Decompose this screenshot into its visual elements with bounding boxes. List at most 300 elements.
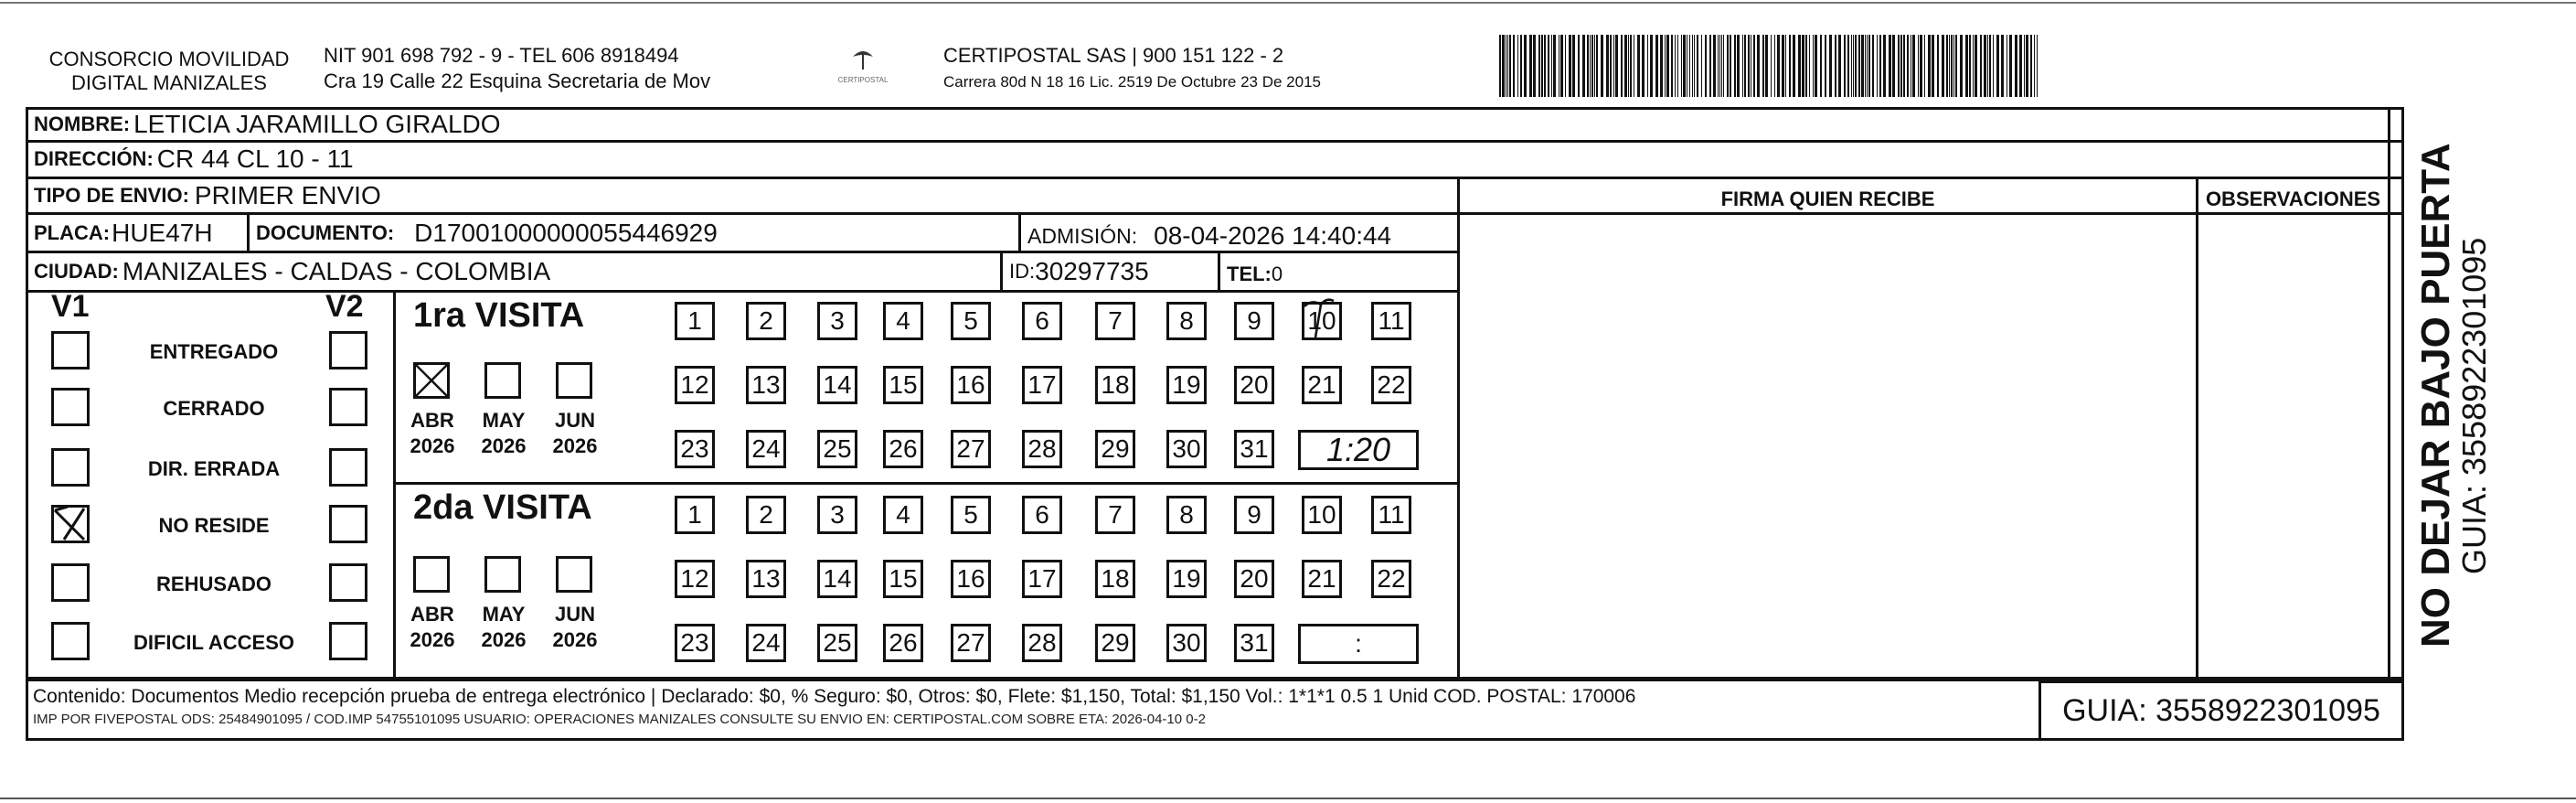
tel-cell	[1221, 256, 1283, 293]
nombre-value: LETICIA JARAMILLO GIRALDO	[133, 110, 501, 138]
barcode-bar	[2009, 35, 2012, 97]
barcode-bar	[1785, 35, 1786, 97]
day-box[interactable]: 7	[1095, 496, 1135, 534]
nombre-label: NOMBRE:	[34, 112, 131, 135]
barcode-bar	[1835, 35, 1836, 97]
barcode-bar	[1987, 35, 1988, 97]
barcode-bar	[2037, 35, 2038, 97]
day-box[interactable]: 4	[883, 496, 923, 534]
day-box[interactable]: 6	[1022, 302, 1062, 340]
barcode-bar	[1771, 35, 1772, 97]
day-box[interactable]: 29	[1095, 430, 1135, 468]
barcode-bar	[1892, 35, 1895, 97]
v1-checkbox[interactable]	[51, 563, 90, 602]
barcode-bar	[1718, 35, 1719, 97]
barcode-bar	[1903, 35, 1905, 97]
day-box[interactable]: 31	[1234, 624, 1274, 662]
day-box[interactable]: 26	[883, 624, 923, 662]
barcode-bar	[1734, 35, 1736, 97]
ciudad-cell	[28, 253, 550, 290]
barcode-bar	[1949, 35, 1950, 97]
barcode-bar	[1912, 35, 1915, 97]
barcode-bar	[1727, 35, 1729, 97]
month-caption	[400, 408, 464, 459]
barcode-bar	[1744, 35, 1746, 97]
barcode-bar	[1660, 35, 1663, 97]
barcode-bar	[1655, 35, 1658, 97]
barcode-bar	[1946, 35, 1948, 97]
barcode-bar	[1748, 35, 1750, 97]
col-line-tel	[1218, 251, 1220, 290]
barcode-bar	[1677, 35, 1678, 97]
barcode-bar	[1955, 35, 1957, 97]
barcode-bar	[1907, 35, 1909, 97]
v1-checkbox[interactable]	[51, 388, 90, 426]
barcode-bar	[1809, 35, 1810, 97]
barcode-bar	[1615, 35, 1618, 97]
month-checkbox-may[interactable]	[484, 556, 521, 593]
carrier-logo-icon	[849, 46, 877, 71]
month-label: MAY	[482, 409, 526, 432]
sender-nit: NIT 901 698 792 - 9 - TEL 606 8918494	[324, 44, 679, 67]
month-caption	[400, 602, 464, 653]
barcode-bar	[1980, 35, 1982, 97]
day-box[interactable]: 7	[1095, 302, 1135, 340]
day-box[interactable]: 18	[1095, 560, 1135, 598]
day-box[interactable]: 5	[951, 496, 991, 534]
barcode-bar	[1730, 35, 1731, 97]
barcode-bar	[1650, 35, 1653, 97]
barcode-bar	[1793, 35, 1795, 97]
barcode-bar	[1765, 35, 1768, 97]
barcode-bar	[1847, 35, 1849, 97]
barcode-bar	[2015, 35, 2017, 97]
day-box[interactable]: 10	[1302, 496, 1342, 534]
second-visit-time[interactable]: :	[1298, 624, 1419, 664]
barcode-bar	[1502, 35, 1505, 97]
barcode-bar	[1898, 35, 1900, 97]
day-box[interactable]: 21	[1302, 560, 1342, 598]
sender-name-line1: CONSORCIO MOVILIDAD	[48, 48, 290, 70]
barcode-bar	[1624, 35, 1627, 97]
barcode-bar	[1499, 35, 1501, 97]
barcode-bar	[1701, 35, 1702, 97]
col-line-obs	[2196, 177, 2198, 680]
day-box[interactable]: 14	[817, 560, 857, 598]
v2-header: V2	[325, 289, 364, 324]
day-box[interactable]: 31	[1234, 430, 1274, 468]
barcode-bar	[1753, 35, 1755, 97]
barcode-bar	[1932, 35, 1934, 97]
barcode-bar	[1681, 35, 1682, 97]
barcode-bar	[1689, 35, 1690, 97]
day-box[interactable]: 12	[675, 560, 715, 598]
status-label: REHUSADO	[156, 573, 271, 595]
v1-checkbox[interactable]	[51, 331, 90, 369]
barcode-bar	[1683, 35, 1686, 97]
status-label: DIR. ERRADA	[147, 457, 281, 480]
day-box[interactable]: 12	[675, 366, 715, 404]
nombre-row	[28, 108, 501, 141]
barcode-bar	[1951, 35, 1953, 97]
barcode-bar	[1533, 35, 1536, 97]
day-box[interactable]: 19	[1166, 560, 1207, 598]
barcode-bar	[1538, 35, 1540, 97]
col-line-admision	[1018, 212, 1021, 251]
barcode-bar	[1928, 35, 1931, 97]
barcode-bar	[1825, 35, 1826, 97]
day-box[interactable]: 16	[951, 560, 991, 598]
day-box[interactable]: 14	[817, 366, 857, 404]
barcode-bar	[1548, 35, 1549, 97]
v2-checkbox[interactable]	[329, 563, 367, 602]
day-box[interactable]: 28	[1022, 624, 1062, 662]
documento-label: DOCUMENTO:	[256, 221, 395, 244]
barcode-bar	[2019, 35, 2022, 97]
col-line-placa	[247, 212, 250, 251]
first-visit-time[interactable]: 1:20	[1298, 430, 1419, 470]
barcode-bar	[1802, 35, 1804, 97]
day-box[interactable]: 17	[1022, 366, 1062, 404]
barcode-bar	[1872, 35, 1874, 97]
tipo-label: TIPO DE ENVIO:	[34, 184, 189, 207]
day-box[interactable]: 19	[1166, 366, 1207, 404]
admision-label: ADMISIÓN:	[1027, 223, 1138, 248]
id-cell	[1004, 253, 1149, 290]
barcode-bar	[1851, 35, 1852, 97]
barcode-bar	[1805, 35, 1807, 97]
footer-guia: GUIA: 3558922301095	[2038, 680, 2404, 741]
barcode-bar	[1984, 35, 1986, 97]
ciudad-value: MANIZALES - CALDAS - COLOMBIA	[122, 257, 551, 285]
placa-value: HUE47H	[112, 219, 213, 247]
carrier-logo-text: CERTIPOSTAL	[837, 76, 889, 84]
year-label: 2026	[552, 628, 598, 651]
barcode-bar	[1861, 35, 1864, 97]
day-box[interactable]: 3	[817, 302, 857, 340]
day-box[interactable]: 1	[675, 302, 715, 340]
observaciones-header: OBSERVACIONES	[2205, 187, 2381, 210]
day-box[interactable]: 28	[1022, 430, 1062, 468]
carrier-logo	[828, 46, 898, 84]
barcode-bar	[1544, 35, 1546, 97]
barcode-bar	[1965, 35, 1968, 97]
barcode-bar	[2001, 35, 2004, 97]
barcode-bar	[1868, 35, 1870, 97]
day-box[interactable]: 18	[1095, 366, 1135, 404]
month-label: JUN	[554, 603, 595, 626]
scan-top-line	[0, 2, 2576, 4]
sender-info	[324, 44, 710, 93]
barcode-bar	[1513, 35, 1515, 97]
barcode-bar	[1560, 35, 1563, 97]
tel-value: 0	[1271, 262, 1283, 285]
v1-checkbox[interactable]	[51, 622, 90, 660]
month-caption	[472, 408, 536, 459]
barcode-bar	[1723, 35, 1724, 97]
day-box[interactable]: 11	[1371, 302, 1411, 340]
col-line-right	[2388, 107, 2390, 681]
barcode-bar	[1973, 35, 1974, 97]
month-caption	[543, 408, 607, 459]
month-label: JUN	[554, 409, 595, 432]
barcode-bar	[1671, 35, 1673, 97]
v1-checkbox[interactable]	[51, 448, 90, 487]
barcode-bar	[1777, 35, 1780, 97]
barcode-bar	[1666, 35, 1669, 97]
barcode-bar	[1757, 35, 1760, 97]
barcode-bar	[1960, 35, 1963, 97]
day-box[interactable]: 27	[951, 430, 991, 468]
day-box[interactable]: 29	[1095, 624, 1135, 662]
direccion-value: CR 44 CL 10 - 11	[156, 145, 354, 173]
barcode-bar	[1675, 35, 1676, 97]
barcode-bar	[1621, 35, 1623, 97]
footer-imp: IMP POR FIVEPOSTAL ODS: 25484901095 / COD.IMP 54755101095 USUARIO: OPERACIONES MANIZALES CONSULTE SU ENVIO EN: CERTIPOSTAL.COM SOBRE ETA: 2026-04-10 0-2	[33, 712, 1206, 727]
barcode-bar	[1705, 35, 1707, 97]
scan-bottom-line	[0, 798, 2576, 799]
barcode-bar	[1529, 35, 1532, 97]
barcode-bar	[1782, 35, 1784, 97]
id-value: 30297735	[1035, 257, 1149, 285]
v1-header: V1	[51, 289, 90, 324]
tel-label: TEL:	[1227, 262, 1272, 285]
barcode-bar	[1630, 35, 1632, 97]
barcode-bar	[1692, 35, 1693, 97]
barcode-bar	[1855, 35, 1857, 97]
barcode-bar	[1789, 35, 1791, 97]
ciudad-label: CIUDAD:	[34, 260, 119, 283]
carrier-info	[943, 44, 1321, 91]
day-box[interactable]: 9	[1234, 302, 1274, 340]
admision-cell	[1022, 218, 1391, 254]
barcode-bar	[1820, 35, 1822, 97]
barcode-bar	[1989, 35, 1991, 97]
month-checkbox-jun[interactable]	[556, 362, 592, 399]
barcode-bar	[2024, 35, 2025, 97]
v2-checkbox[interactable]	[329, 448, 367, 487]
day-box[interactable]: 10	[1302, 302, 1342, 340]
day-box[interactable]: 17	[1022, 560, 1062, 598]
id-label: ID:	[1009, 260, 1036, 283]
barcode-bar	[1551, 35, 1552, 97]
barcode-bar	[1591, 35, 1593, 97]
barcode-bar	[1889, 35, 1891, 97]
v2-checkbox[interactable]	[329, 331, 367, 369]
day-box[interactable]: 6	[1022, 496, 1062, 534]
barcode-bar	[1975, 35, 1977, 97]
year-label: 2026	[481, 628, 527, 651]
barcode-bar	[1937, 35, 1939, 97]
barcode-bar	[1969, 35, 1971, 97]
day-box[interactable]: 21	[1302, 366, 1342, 404]
day-box[interactable]: 2	[746, 302, 786, 340]
barcode-bar	[1942, 35, 1944, 97]
day-box[interactable]: 30	[1166, 430, 1207, 468]
barcode-bar	[1613, 35, 1614, 97]
barcode-bar	[1844, 35, 1846, 97]
day-box[interactable]: 15	[883, 366, 923, 404]
day-box[interactable]: 9	[1234, 496, 1274, 534]
barcode-bar	[1838, 35, 1841, 97]
v1-checkbox[interactable]	[51, 505, 90, 543]
day-box[interactable]: 27	[951, 624, 991, 662]
day-box[interactable]: 16	[951, 366, 991, 404]
v2-checkbox[interactable]	[329, 505, 367, 543]
status-label: CERRADO	[163, 397, 265, 420]
day-box[interactable]: 13	[746, 366, 786, 404]
month-label: ABR	[410, 409, 454, 432]
barcode-bar	[1610, 35, 1612, 97]
day-box[interactable]: 22	[1371, 366, 1411, 404]
barcode-bar	[1737, 35, 1740, 97]
month-checkbox-abr[interactable]	[413, 556, 450, 593]
status-label: ENTREGADO	[149, 340, 279, 363]
day-box[interactable]: 4	[883, 302, 923, 340]
day-box[interactable]: 1	[675, 496, 715, 534]
barcode-bar	[1541, 35, 1543, 97]
placa-label: PLACA:	[34, 221, 111, 244]
barcode-bar	[1953, 35, 1954, 97]
day-box[interactable]: 26	[883, 430, 923, 468]
month-label: ABR	[410, 603, 454, 626]
sender-name-line2: DIGITAL MANIZALES	[71, 71, 267, 94]
barcode-bar	[1879, 35, 1881, 97]
sender-block	[27, 48, 311, 95]
day-box[interactable]: 11	[1371, 496, 1411, 534]
col-line-id	[1000, 251, 1003, 290]
day-box[interactable]: 20	[1234, 366, 1274, 404]
barcode-bar	[2034, 35, 2035, 97]
year-label: 2026	[481, 434, 527, 457]
v2-checkbox[interactable]	[329, 622, 367, 660]
barcode	[1499, 35, 2230, 97]
v2-checkbox[interactable]	[329, 388, 367, 426]
firma-header: FIRMA QUIEN RECIBE	[1720, 187, 1935, 210]
month-checkbox-abr[interactable]	[413, 362, 450, 399]
direccion-label: DIRECCIÓN:	[34, 147, 154, 170]
barcode-bar	[1590, 35, 1591, 97]
row-line-visits	[393, 482, 1457, 485]
day-box[interactable]: 25	[817, 430, 857, 468]
barcode-bar	[1520, 35, 1522, 97]
barcode-bar	[1709, 35, 1711, 97]
barcode-bar	[1815, 35, 1817, 97]
barcode-bar	[1697, 35, 1698, 97]
tipo-value: PRIMER ENVIO	[194, 181, 381, 209]
barcode-bar	[1596, 35, 1598, 97]
documento-value: D17001000000055446929	[414, 219, 718, 247]
barcode-bar	[1582, 35, 1585, 97]
year-label: 2026	[552, 434, 598, 457]
barcode-bar	[2030, 35, 2032, 97]
barcode-bar	[1813, 35, 1814, 97]
month-label: MAY	[482, 603, 526, 626]
barcode-bar	[1665, 35, 1666, 97]
status-label: NO RESIDE	[158, 514, 270, 537]
day-box[interactable]: 30	[1166, 624, 1207, 662]
col-line-firma	[1457, 177, 1460, 680]
day-box[interactable]: 5	[951, 302, 991, 340]
barcode-bar	[1637, 35, 1640, 97]
barcode-bar	[1721, 35, 1722, 97]
barcode-bar	[1578, 35, 1580, 97]
barcode-bar	[1719, 35, 1720, 97]
day-box[interactable]: 15	[883, 560, 923, 598]
admision-value: 08-04-2026 14:40:44	[1154, 221, 1392, 250]
barcode-bar	[1601, 35, 1603, 97]
status-label: DIFICIL ACCESO	[133, 631, 294, 654]
barcode-bar	[1606, 35, 1609, 97]
barcode-bar	[1594, 35, 1595, 97]
day-box[interactable]: 23	[675, 430, 715, 468]
day-box[interactable]: 23	[675, 624, 715, 662]
day-box[interactable]: 2	[746, 496, 786, 534]
sender-address: Cra 19 Calle 22 Esquina Secretaria de Mov	[324, 70, 711, 92]
barcode-bar	[1647, 35, 1648, 97]
barcode-bar	[1762, 35, 1764, 97]
barcode-bar	[1742, 35, 1743, 97]
footer-content: Contenido: Documentos Medio recepción prueba de entrega electrónico | Declarado: $0, % Seguro: $0, Otros: $0, Flete: $1,150, Total: $1,150 Vol.: 1*1*1 0.5 1 Unid COD. POSTAL: 170006	[33, 686, 1636, 707]
barcode-bar	[1713, 35, 1716, 97]
barcode-bar	[1524, 35, 1527, 97]
barcode-bar	[1900, 35, 1902, 97]
side-no-dejar: NO DEJAR BAJO PUERTA	[2413, 143, 2458, 648]
x-mark-icon	[413, 362, 450, 399]
month-checkbox-jun[interactable]	[556, 556, 592, 593]
placa-cell	[28, 215, 213, 252]
year-label: 2026	[410, 434, 455, 457]
pen-mark-icon	[1299, 295, 1339, 341]
barcode-bar	[1996, 35, 1999, 97]
barcode-bar	[1798, 35, 1801, 97]
barcode-bar	[1565, 35, 1566, 97]
barcode-bar	[1853, 35, 1854, 97]
day-box[interactable]: 22	[1371, 560, 1411, 598]
tipo-row	[28, 178, 381, 213]
barcode-bar	[1865, 35, 1866, 97]
footer-frame	[26, 677, 2404, 741]
barcode-bar	[1867, 35, 1868, 97]
barcode-bar	[1694, 35, 1695, 97]
side-guia: GUIA: 3558922301095	[2455, 237, 2493, 574]
barcode-bar	[1877, 35, 1878, 97]
barcode-bar	[1774, 35, 1775, 97]
day-box[interactable]: 8	[1166, 302, 1207, 340]
day-box[interactable]: 24	[746, 430, 786, 468]
carrier-address: Carrera 80d N 18 16 Lic. 2519 De Octubre 23 De 2015	[943, 73, 1321, 91]
barcode-bar	[1829, 35, 1832, 97]
barcode-bar	[1642, 35, 1645, 97]
barcode-bar	[2026, 35, 2028, 97]
barcode-bar	[1572, 35, 1575, 97]
day-box[interactable]: 25	[817, 624, 857, 662]
month-caption	[543, 602, 607, 653]
day-box[interactable]: 20	[1234, 560, 1274, 598]
day-box[interactable]: 8	[1166, 496, 1207, 534]
barcode-bar	[1858, 35, 1860, 97]
day-box[interactable]: 13	[746, 560, 786, 598]
direccion-row	[28, 142, 354, 177]
month-checkbox-may[interactable]	[484, 362, 521, 399]
day-box[interactable]: 3	[817, 496, 857, 534]
carrier-name: CERTIPOSTAL SAS | 900 151 122 - 2	[943, 44, 1284, 67]
day-box[interactable]: 24	[746, 624, 786, 662]
barcode-bar	[1924, 35, 1925, 97]
barcode-bar	[1569, 35, 1571, 97]
barcode-bar	[1918, 35, 1919, 97]
barcode-bar	[1517, 35, 1518, 97]
